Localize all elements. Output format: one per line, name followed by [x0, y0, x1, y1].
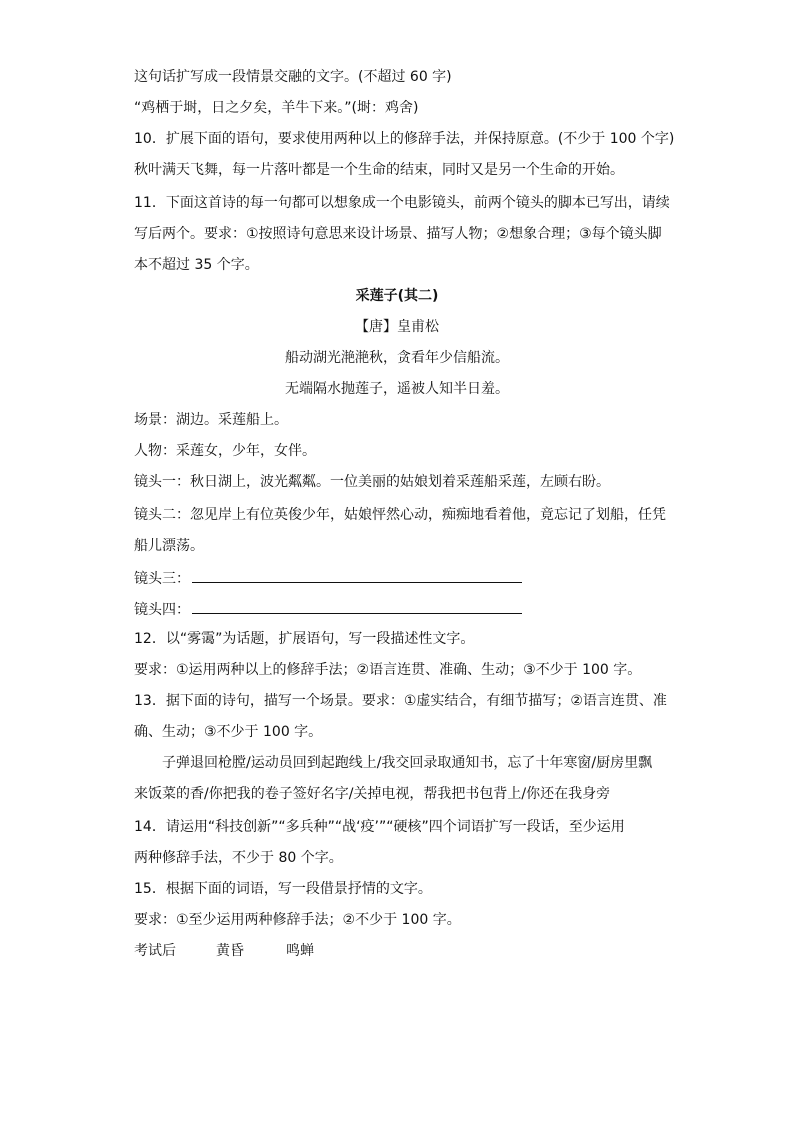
- poem-line: 无端隔水抛莲子，遥被人知半日羞。: [285, 381, 509, 397]
- shot-3-answer-blank[interactable]: [192, 568, 522, 583]
- question-15-prompt: 15．根据下面的词语，写一段借景抒情的文字。: [134, 881, 432, 897]
- text-line: 场景：湖边。采莲船上。: [134, 412, 288, 428]
- keyword: 考试后: [134, 943, 176, 959]
- text-line: 要求：①运用两种以上的修辞手法；②语言连贯、准确、生动；③不少于 100 字。: [134, 662, 642, 678]
- question-11-prompt: 11．下面这首诗的每一句都可以想象成一个电影镜头，前两个镜头的脚本已写出，请续: [134, 195, 670, 211]
- poem-title: 采莲子(其二): [355, 288, 439, 304]
- shot-4-row: [134, 599, 522, 619]
- question-12-prompt: 12．以“雾霭”为话题，扩展语句，写一段描述性文字。: [134, 631, 475, 647]
- text-line: 写后两个。要求：①按照诗句意思来设计场景、描写人物；②想象合理；③每个镜头脚: [134, 226, 662, 242]
- question-10-prompt: 10．扩展下面的语句，要求使用两种以上的修辞手法，并保持原意。(不少于 100 个字): [134, 131, 675, 147]
- text-line: 人物：采莲女，少年，女伴。: [134, 443, 316, 459]
- text-line: 船儿漂荡。: [134, 538, 204, 554]
- text-line: 确、生动；③不少于 100 字。: [134, 724, 323, 740]
- keyword: 鸣蝉: [286, 943, 314, 959]
- question-13-prompt: 13．据下面的诗句，描写一个场景。要求：①虚实结合，有细节描写；②语言连贯、准: [134, 693, 667, 709]
- shot-3-label: 镜头三：: [134, 571, 190, 587]
- keyword: 黄昏: [216, 943, 244, 959]
- shot-4-label: 镜头四：: [134, 602, 190, 618]
- poem-excerpt-line: 来饭菜的香/你把我的卷子签好名字/关掉电视，帮我把书包背上/你还在我身旁: [134, 786, 611, 802]
- question-14-prompt: 14．请运用“科技创新”“多兵种”“战‘疫’”“硬核”四个词语扩写一段话，至少运用: [134, 819, 625, 835]
- text-line: 本不超过 35 个字。: [134, 257, 259, 273]
- shot-1-text: 镜头一：秋日湖上，波光粼粼。一位美丽的姑娘划着采莲船采莲，左顾右盼。: [134, 474, 610, 490]
- shot-3-row: [134, 568, 522, 588]
- text-line: 两种修辞手法，不少于 80 个字。: [134, 850, 343, 866]
- text-line: 秋叶满天飞舞，每一片落叶都是一个生命的结束，同时又是另一个生命的开始。: [134, 162, 624, 178]
- poem-excerpt-line: 子弹退回枪膛/运动员回到起跑线上/我交回录取通知书，忘了十年寒窗/厨房里飘: [162, 755, 653, 771]
- text-line: “鸡栖于埘，日之夕矣，羊牛下来。”(埘：鸡舍): [134, 100, 419, 116]
- text-line: 这句话扩写成一段情景交融的文字。(不超过 60 字): [134, 69, 452, 85]
- poem-author: 【唐】皇甫松: [355, 319, 439, 335]
- shot-4-answer-blank[interactable]: [192, 599, 522, 614]
- text-line: 要求：①至少运用两种修辞手法；②不少于 100 字。: [134, 912, 461, 928]
- poem-line: 船动湖光滟滟秋，贪看年少信船流。: [285, 350, 509, 366]
- shot-2-text: 镜头二：忽见岸上有位英俊少年，姑娘怦然心动，痴痴地看着他，竟忘记了划船，任凭: [134, 507, 666, 523]
